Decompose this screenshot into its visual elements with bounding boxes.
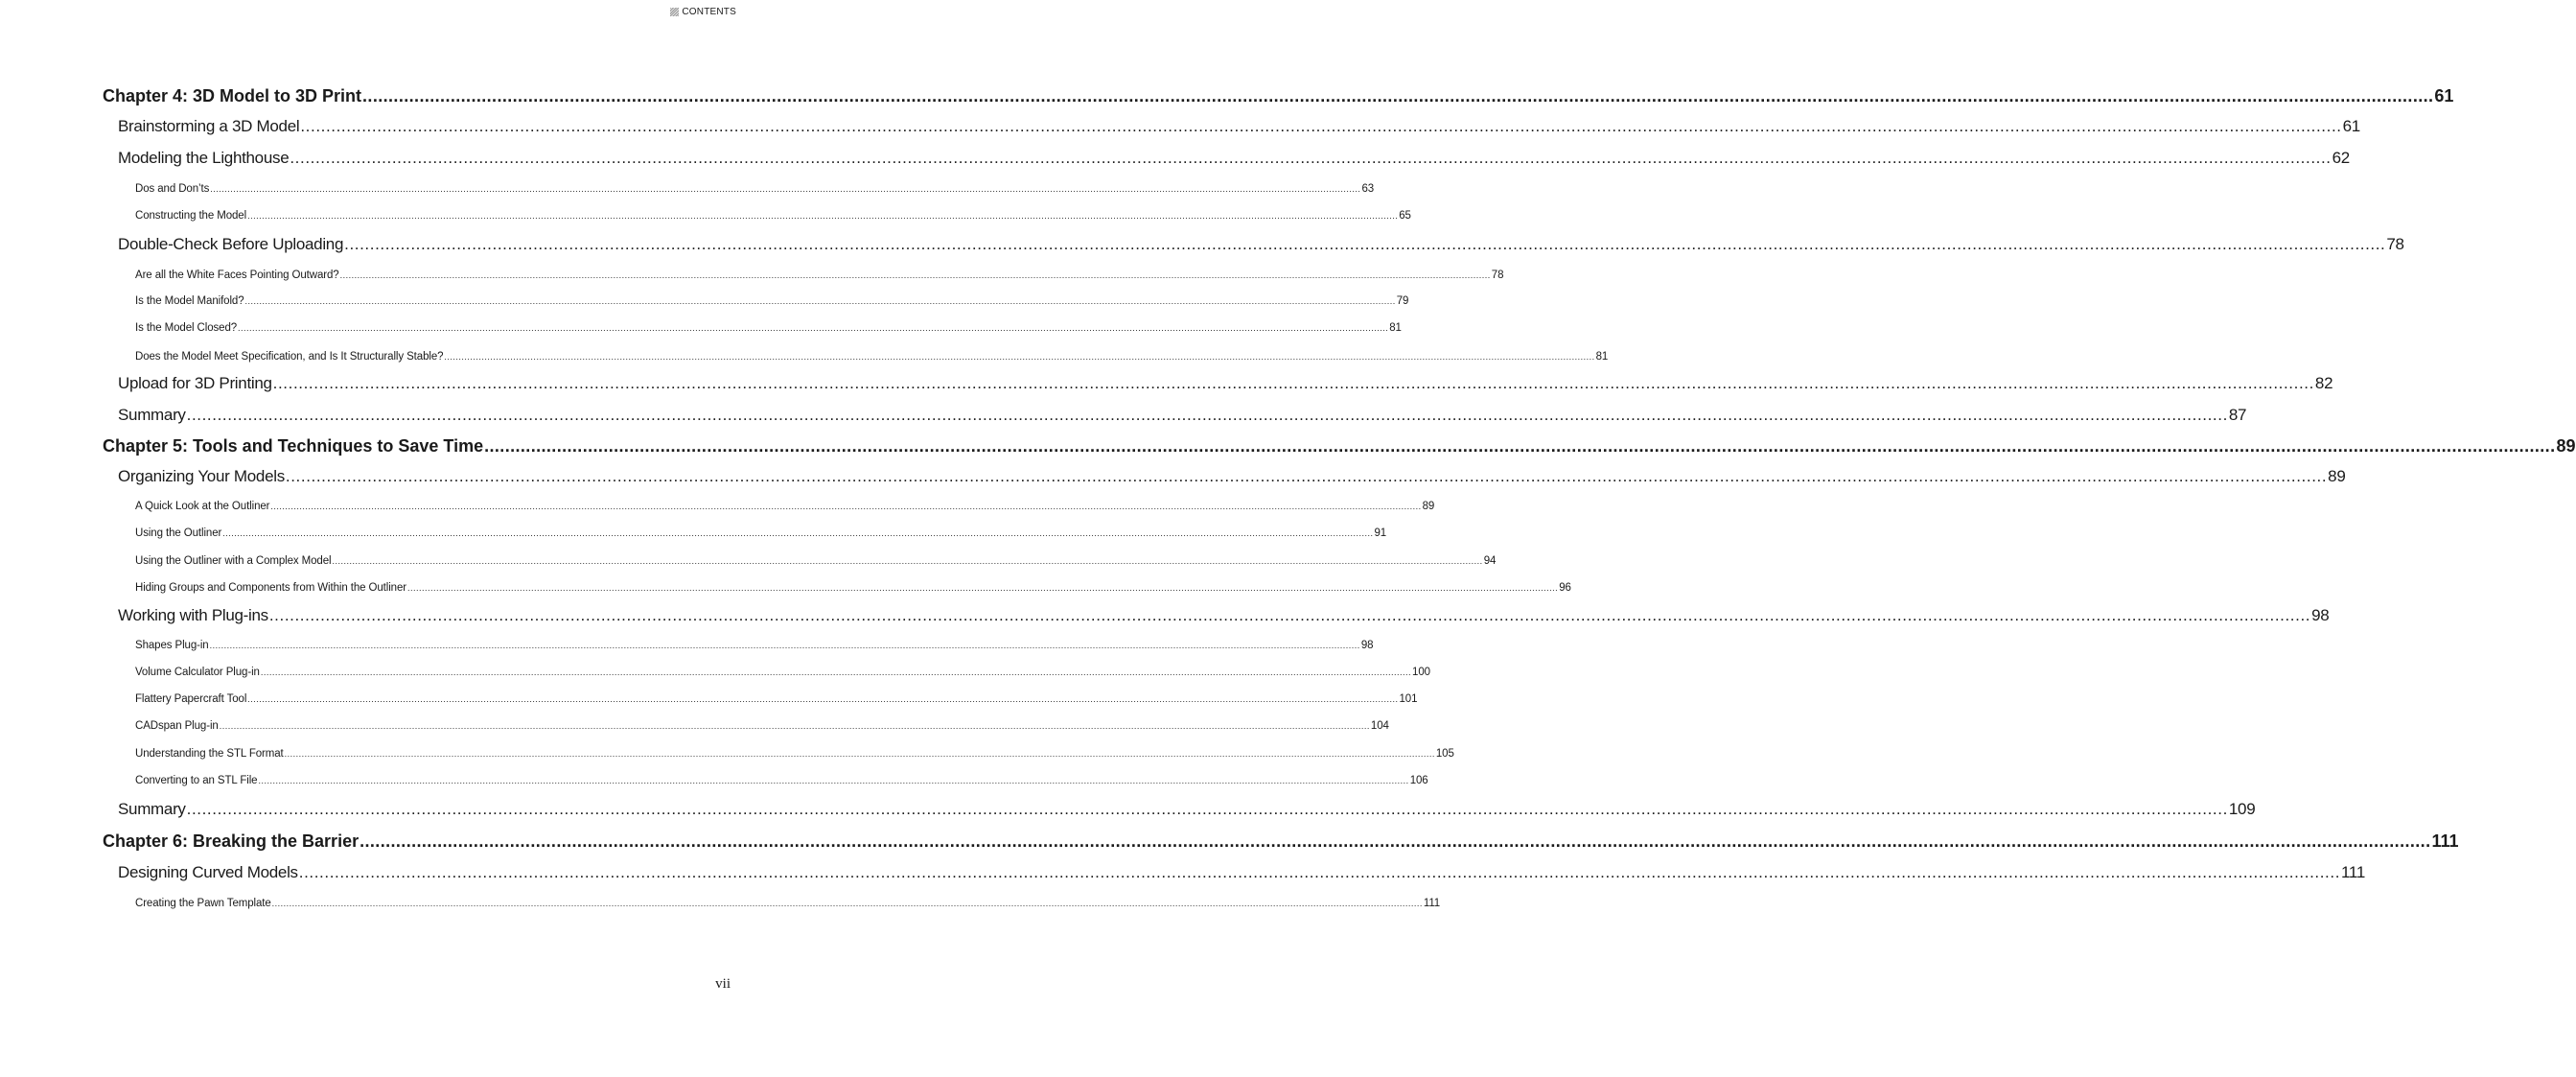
toc-subsection-entry[interactable] — [135, 690, 1418, 709]
dot-leader: ................................................................................................................................................................................................................................................................................................................................................................................................................ — [284, 749, 1435, 759]
toc-entry-title: Understanding the STL Format — [135, 748, 284, 760]
toc-entry-title: Designing Curved Models — [118, 863, 298, 881]
toc-entry-title: Chapter 5: Tools and Techniques to Save Time — [103, 436, 484, 456]
toc-subsection-entry[interactable] — [135, 266, 1504, 285]
toc-entry-page: 82 — [2314, 374, 2333, 392]
toc-section-entry[interactable] — [118, 797, 2256, 822]
dot-leader: ................................................................................................................................................................................................................................................................................................................................................................................................................ — [268, 606, 2311, 624]
running-head — [670, 7, 736, 17]
dot-leader: ................................................................................................................................................................................................................................................................................................................................................................................................................ — [344, 235, 2386, 253]
toc-entry-page: 81 — [1389, 322, 1402, 334]
dot-leader: ................................................................................................................................................................................................................................................................................................................................................................................................................ — [260, 667, 1412, 677]
toc-subsection-entry[interactable] — [135, 497, 1435, 516]
toc-section-entry[interactable] — [118, 232, 2404, 257]
dot-leader: ................................................................................................................................................................................................................................................................................................................................................................................................................ — [339, 270, 1491, 280]
dot-leader: ................................................................................................................................................................................................................................................................................................................................................................................................................ — [238, 323, 1389, 333]
toc-subsection-entry[interactable] — [135, 347, 1609, 366]
toc-entry-page: 61 — [2434, 86, 2454, 105]
toc-entry-title: Upload for 3D Printing — [118, 374, 272, 392]
toc-subsection-entry[interactable] — [135, 292, 1409, 311]
toc-entry-title: Does the Model Meet Specification, and Is It Structurally Stable? — [135, 351, 444, 363]
toc-section-entry[interactable] — [118, 860, 2365, 885]
toc-entry-page: 98 — [1360, 640, 1374, 651]
toc-subsection-entry[interactable] — [135, 179, 1375, 199]
toc-entry-title: Are all the White Faces Pointing Outward? — [135, 269, 339, 281]
toc-entry-page: 96 — [1559, 582, 1571, 594]
toc-entry-title: Chapter 4: 3D Model to 3D Print — [103, 86, 362, 105]
toc-entry-title: Flattery Papercraft Tool — [135, 693, 247, 705]
dot-leader: ................................................................................................................................................................................................................................................................................................................................................................................................................ — [272, 374, 2314, 392]
toc-chapter-entry[interactable] — [100, 83, 2454, 108]
toc-section-entry[interactable] — [118, 403, 2247, 428]
toc-entry-page: 81 — [1595, 351, 1609, 363]
toc-subsection-entry[interactable] — [135, 771, 1428, 790]
toc-entry-page: 89 — [2328, 467, 2346, 485]
dot-leader: ................................................................................................................................................................................................................................................................................................................................................................................................................ — [362, 86, 2434, 105]
toc-entry-page: 105 — [1435, 748, 1454, 760]
toc-subsection-entry[interactable] — [135, 744, 1454, 763]
toc-entry-title: Converting to an STL File — [135, 775, 258, 786]
toc-subsection-entry[interactable] — [135, 318, 1402, 338]
toc-entry-title: Brainstorming a 3D Model — [118, 117, 300, 135]
toc-entry-page: 89 — [1422, 501, 1435, 512]
dot-leader: ................................................................................................................................................................................................................................................................................................................................................................................................................ — [209, 641, 1360, 650]
toc-section-entry[interactable] — [118, 114, 2360, 139]
dot-leader: ................................................................................................................................................................................................................................................................................................................................................................................................................ — [244, 296, 1396, 306]
toc-section-entry[interactable] — [118, 371, 2333, 396]
toc-entry-page: 63 — [1361, 183, 1375, 195]
toc-entry-title: Shapes Plug-in — [135, 640, 209, 651]
dot-leader: ................................................................................................................................................................................................................................................................................................................................................................................................................ — [222, 528, 1374, 538]
toc-subsection-entry[interactable] — [135, 636, 1374, 655]
toc-entry-page: 111 — [2431, 831, 2459, 851]
dot-leader: ................................................................................................................................................................................................................................................................................................................................................................................................................ — [271, 899, 1423, 908]
toc-entry-page: 62 — [2332, 149, 2350, 167]
dot-leader: ................................................................................................................................................................................................................................................................................................................................................................................................................ — [360, 831, 2431, 851]
toc-entry-page: 94 — [1483, 555, 1497, 567]
toc-subsection-entry[interactable] — [135, 551, 1497, 571]
dot-leader: ................................................................................................................................................................................................................................................................................................................................................................................................................ — [285, 467, 2328, 485]
dot-leader: ................................................................................................................................................................................................................................................................................................................................................................................................................ — [270, 502, 1422, 511]
toc-section-entry[interactable] — [118, 464, 2346, 489]
page-number: vii — [715, 976, 731, 992]
dot-leader: ................................................................................................................................................................................................................................................................................................................................................................................................................ — [484, 436, 2556, 456]
toc-entry-page: 61 — [2342, 117, 2360, 135]
dot-leader: ................................................................................................................................................................................................................................................................................................................................................................................................................ — [210, 184, 1361, 194]
toc-entry-page: 89 — [2556, 436, 2576, 456]
toc-section-entry[interactable] — [118, 146, 2350, 171]
toc-entry-title: Is the Model Manifold? — [135, 295, 244, 307]
dot-leader: ................................................................................................................................................................................................................................................................................................................................................................................................................ — [332, 556, 1483, 566]
toc-entry-title: Using the Outliner with a Complex Model — [135, 555, 332, 567]
toc-chapter-entry[interactable] — [100, 433, 2576, 458]
toc-entry-title: Dos and Don’ts — [135, 183, 210, 195]
toc-entry-page: 104 — [1370, 720, 1389, 732]
toc-entry-title: Is the Model Closed? — [135, 322, 238, 334]
toc-entry-title: Double-Check Before Uploading — [118, 235, 344, 253]
toc-section-entry[interactable] — [118, 603, 2330, 628]
dot-leader: ................................................................................................................................................................................................................................................................................................................................................................................................................ — [444, 352, 1595, 362]
dot-leader: ................................................................................................................................................................................................................................................................................................................................................................................................................ — [186, 800, 2228, 818]
toc-subsection-entry[interactable] — [135, 206, 1411, 225]
toc-entry-title: Hiding Groups and Components from Within the Outliner — [135, 582, 406, 594]
dot-leader: ................................................................................................................................................................................................................................................................................................................................................................................................................ — [290, 149, 2332, 167]
toc-entry-title: Volume Calculator Plug-in — [135, 667, 260, 678]
toc-entry-page: 87 — [2228, 406, 2247, 424]
toc-entry-page: 101 — [1399, 693, 1418, 705]
toc-subsection-entry[interactable] — [135, 894, 1441, 913]
toc-subsection-entry[interactable] — [135, 578, 1571, 597]
dot-leader: ................................................................................................................................................................................................................................................................................................................................................................................................................ — [300, 117, 2342, 135]
toc-entry-title: Modeling the Lighthouse — [118, 149, 290, 167]
toc-entry-title: Organizing Your Models — [118, 467, 285, 485]
dot-leader: ................................................................................................................................................................................................................................................................................................................................................................................................................ — [247, 211, 1399, 221]
toc-entry-page: 106 — [1409, 775, 1428, 786]
dot-leader: ................................................................................................................................................................................................................................................................................................................................................................................................................ — [186, 406, 2228, 424]
toc-entry-title: A Quick Look at the Outliner — [135, 501, 270, 512]
toc-entry-page: 100 — [1412, 667, 1430, 678]
toc-entry-page: 78 — [2386, 235, 2404, 253]
square-marker-icon — [670, 8, 679, 16]
running-head-label: CONTENTS — [682, 7, 736, 17]
toc-subsection-entry[interactable] — [135, 524, 1387, 543]
toc-entry-page: 91 — [1374, 527, 1387, 539]
dot-leader: ................................................................................................................................................................................................................................................................................................................................................................................................................ — [258, 776, 1409, 785]
toc-entry-title: Constructing the Model — [135, 210, 247, 222]
dot-leader: ................................................................................................................................................................................................................................................................................................................................................................................................................ — [298, 863, 2341, 881]
toc-entry-title: Summary — [118, 406, 186, 424]
dot-leader: ................................................................................................................................................................................................................................................................................................................................................................................................................ — [247, 694, 1399, 704]
toc-subsection-entry[interactable] — [135, 716, 1389, 736]
toc-entry-page: 109 — [2228, 800, 2256, 818]
toc-entry-title: Creating the Pawn Template — [135, 898, 271, 909]
toc-entry-page: 98 — [2311, 606, 2330, 624]
toc-subsection-entry[interactable] — [135, 663, 1430, 682]
toc-entry-page: 111 — [1423, 898, 1441, 909]
toc-entry-title: Chapter 6: Breaking the Barrier — [103, 831, 360, 851]
toc-entry-page: 78 — [1491, 269, 1504, 281]
toc-chapter-entry[interactable] — [100, 829, 2459, 854]
toc-entry-page: 79 — [1396, 295, 1409, 307]
dot-leader: ................................................................................................................................................................................................................................................................................................................................................................................................................ — [219, 721, 1370, 731]
toc-entry-title: Using the Outliner — [135, 527, 222, 539]
dot-leader: ................................................................................................................................................................................................................................................................................................................................................................................................................ — [406, 583, 1559, 593]
toc-entry-page: 111 — [2341, 863, 2365, 881]
toc-entry-title: Summary — [118, 800, 186, 818]
toc-entry-title: Working with Plug-ins — [118, 606, 268, 624]
toc-entry-page: 65 — [1399, 210, 1411, 222]
toc-entry-title: CADspan Plug-in — [135, 720, 219, 732]
